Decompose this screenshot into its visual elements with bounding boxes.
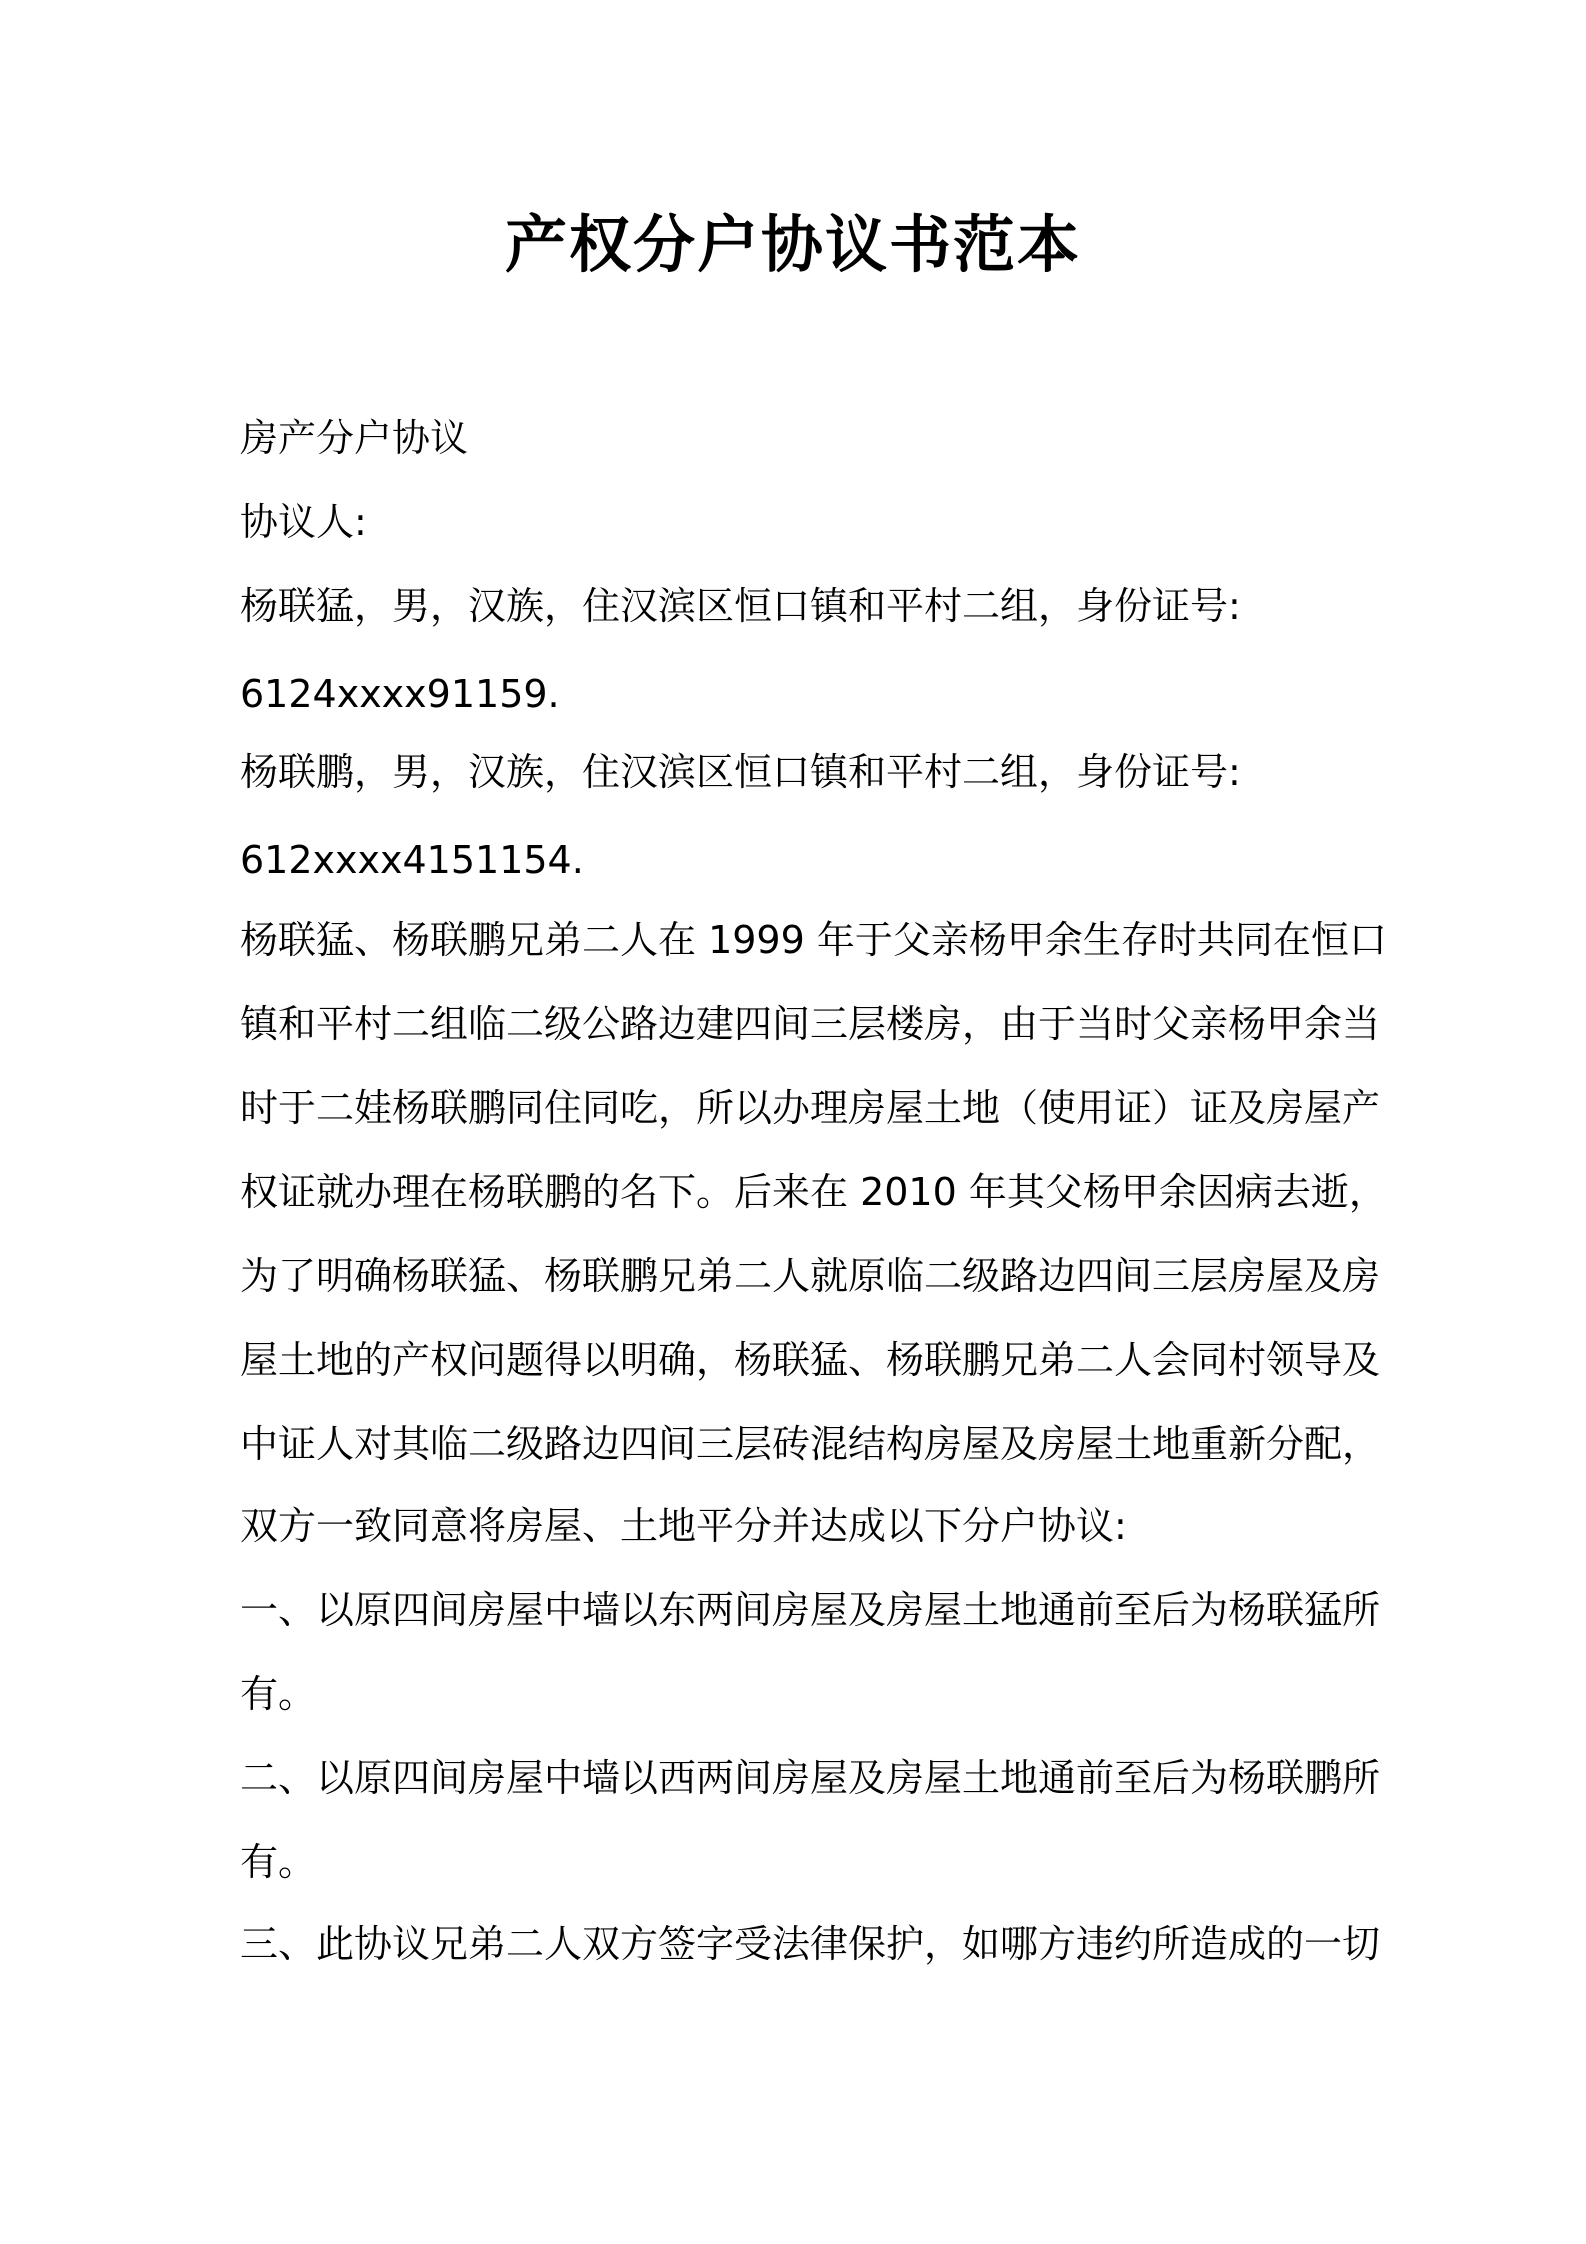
clause-2-end: 有。: [240, 1840, 317, 1884]
body-line: 屋土地的产权问题得以明确，杨联猛、杨联鹏兄弟二人会同村领导及: [240, 1338, 1381, 1382]
party-1-id: 6124xxxx91159.: [240, 672, 560, 716]
body-line: 镇和平村二组临二级公路边建四间三层楼房，由于当时父亲杨甲余当: [240, 1002, 1381, 1046]
body-line: 时于二娃杨联鹏同住同吃，所以办理房屋土地（使用证）证及房屋产: [240, 1086, 1381, 1130]
clause-1-end: 有。: [240, 1672, 317, 1716]
body-line: 中证人对其临二级路边四间三层砖混结构房屋及房屋土地重新分配，: [240, 1422, 1381, 1466]
party-2-line: 杨联鹏，男，汉族，住汉滨区恒口镇和平村二组，身份证号:: [240, 750, 1241, 794]
clause-1-line: 一、以原四间房屋中墙以东两间房屋及房屋土地通前至后为杨联猛所: [240, 1588, 1381, 1632]
party-1-line: 杨联猛，男，汉族，住汉滨区恒口镇和平村二组，身份证号:: [240, 584, 1241, 628]
heading-agreement: 房产分户协议: [240, 416, 469, 460]
parties-label: 协议人:: [240, 500, 367, 544]
clause-2-line: 二、以原四间房屋中墙以西两间房屋及房屋土地通前至后为杨联鹏所: [240, 1756, 1381, 1800]
clause-3-line: 三、此协议兄弟二人双方签字受法律保护，如哪方违约所造成的一切: [240, 1922, 1381, 1966]
document-title: 产权分户协议书范本: [504, 208, 1081, 281]
body-line: 权证就办理在杨联鹏的名下。后来在 2010 年其父杨甲余因病去逝，: [240, 1170, 1387, 1214]
body-line: 杨联猛、杨联鹏兄弟二人在 1999 年于父亲杨甲余生存时共同在恒口: [240, 918, 1387, 962]
body-line: 为了明确杨联猛、杨联鹏兄弟二人就原临二级路边四间三层房屋及房: [240, 1254, 1381, 1298]
party-2-id: 612xxxx4151154.: [240, 838, 584, 882]
body-line: 双方一致同意将房屋、土地平分并达成以下分户协议:: [240, 1504, 1127, 1548]
